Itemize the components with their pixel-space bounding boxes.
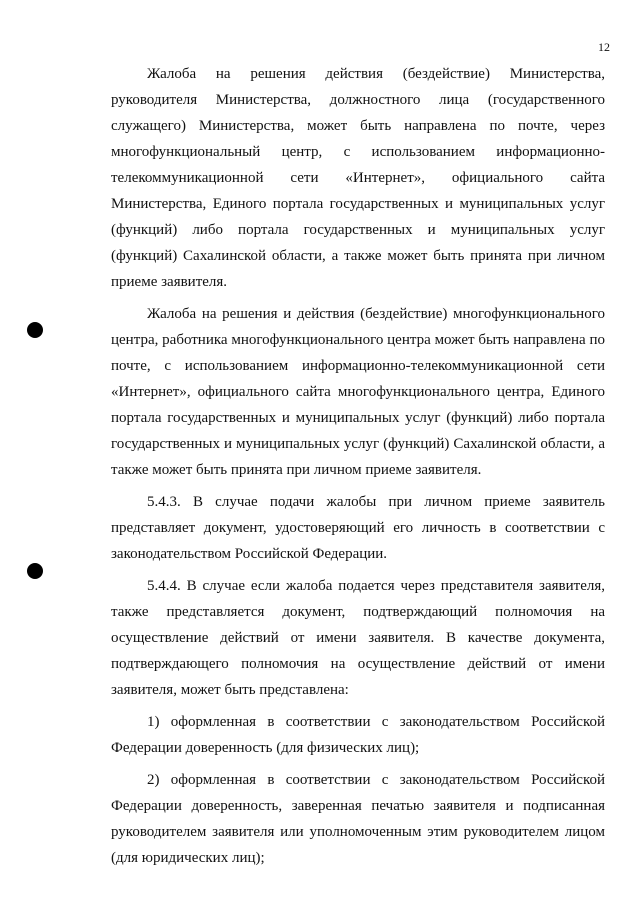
document-body [111,61,605,877]
binder-hole-top [27,322,43,338]
page-number: 12 [598,40,610,54]
paragraph-complaint-ministry: Жалоба на решения действия (бездействие) Министерства, руководителя Министерства, должностного лица (государственного служащего) Министерства, может быть направлена по почте, через многофункциональный центр, с использованием информационно-телекоммуникационной сети «Интернет», официального сайта Министерства, Единого портала государственных и муниципальных услуг (функций) либо портала государственных и муниципальных услуг (функций) Сахалинской области, а также может быть принята при личном приеме заявителя. [111,66,605,290]
paragraph-5-4-3: 5.4.3. В случае подачи жалобы при личном приеме заявитель представляет документ, удостоверяющий его личность в соответствии с законодательством Российской Федерации. [111,494,605,562]
list-item-1: 1) оформленная в соответствии с законодательством Российской Федерации доверенность (для физических лиц); [111,714,605,756]
paragraph-5-4-4: 5.4.4. В случае если жалоба подается через представителя заявителя, также представляется документ, подтверждающий полномочия на осуществление действий от имени заявителя. В качестве документа, подтверждающего полномочия на осуществление действий от имени заявителя, может быть представлена: [111,578,605,698]
binder-hole-bottom [27,563,43,579]
list-item-2: 2) оформленная в соответствии с законодательством Российской Федерации доверенность, заверенная печатью заявителя и подписанная руководителем заявителя или уполномоченным этим руководителем лицом (для юридических лиц); [111,772,605,866]
paragraph-complaint-mfc: Жалоба на решения и действия (бездействие) многофункционального центра, работника многофункционального центра может быть направлена по почте, с использованием информационно-телекоммуникационной сети «Интернет», официального сайта многофункционального центра, Единого портала государственных и муниципальных услуг (функций) либо портала государственных и муниципальных услуг (функций) Сахалинской области, а также может быть принята при личном приеме заявителя. [111,306,605,478]
